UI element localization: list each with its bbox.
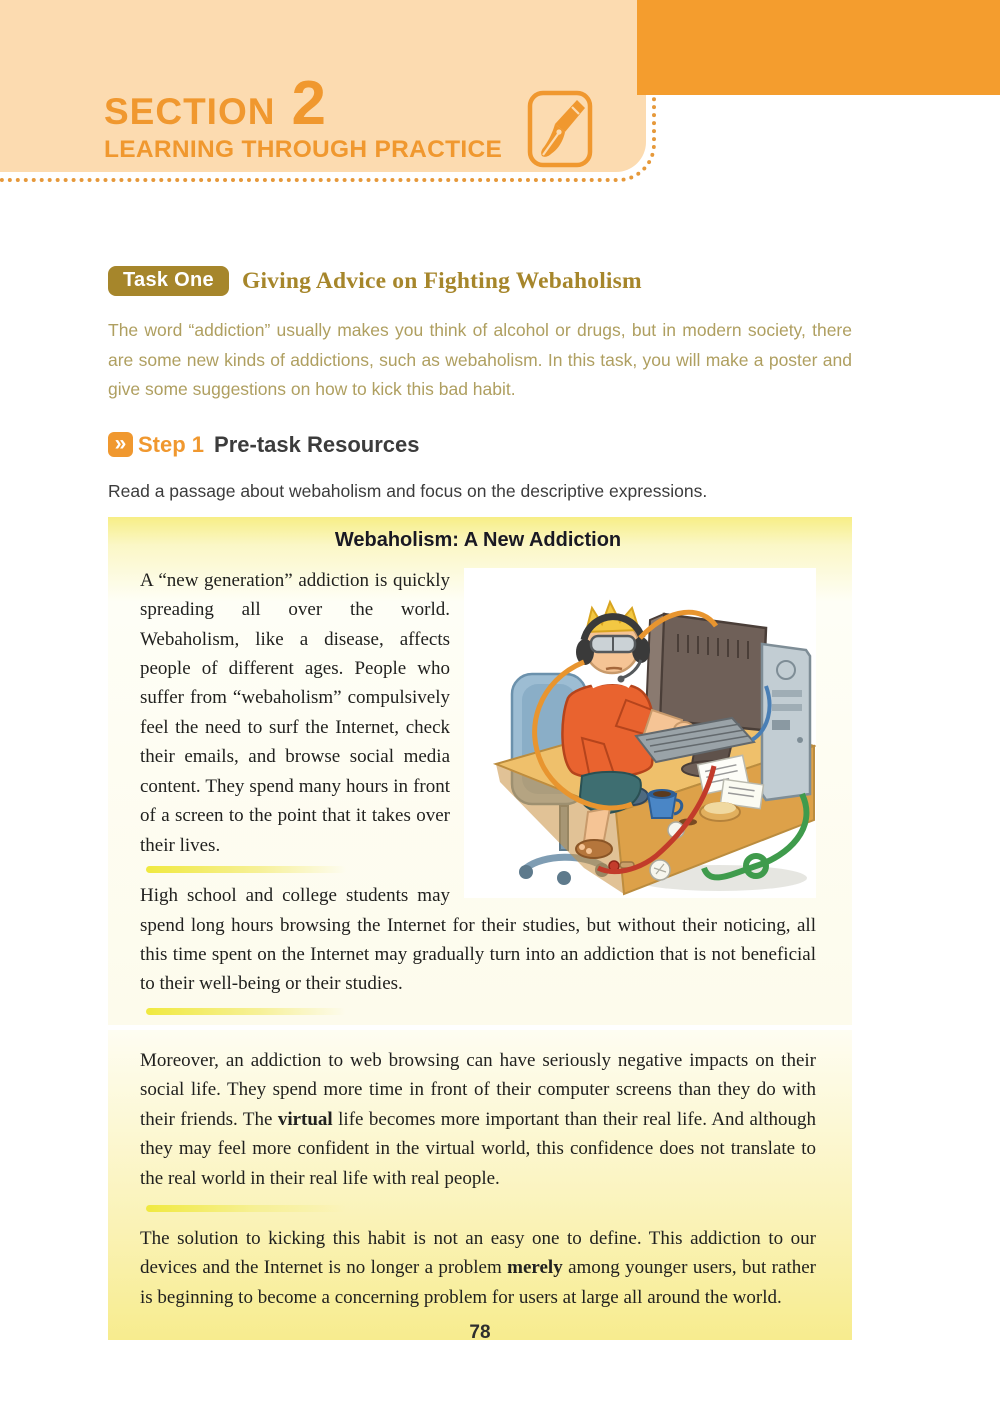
step-header <box>108 432 852 458</box>
passage-box-top <box>108 517 852 1025</box>
task-badge: Task One <box>108 266 229 296</box>
section-label: SECTION <box>104 91 276 132</box>
passage-title: Webaholism: A New Addiction <box>334 528 622 551</box>
passage-paragraph: Moreover, an addiction to web browsing can have seriously negative impacts on their social life. They spend more time in front of their computer screens than they do with their friends. The virtual life becomes more important than their real life. And although they may feel more confident in the virtual world, this confidence does not translate to the real world in their real life with real people. <box>140 1049 816 1189</box>
highlight-stroke <box>146 1205 346 1212</box>
passage-paragraph: High school and college students may spend long hours browsing the Internet for their studies, but without their noticing, all this time spent on the Internet may gradually turn into an addiction that is not beneficial to their well-being or their studies. <box>140 885 816 995</box>
webaholic-illustration <box>464 568 816 898</box>
pen-icon <box>527 90 593 173</box>
section-subtitle: LEARNING THROUGH PRACTICE <box>104 136 503 163</box>
page-content <box>108 266 852 1340</box>
highlight-stroke <box>146 866 346 873</box>
step-title: Pre-task Resources <box>214 431 420 457</box>
step-instruction: Read a passage about webaholism and focus on the descriptive expressions. <box>108 480 708 501</box>
task-title: Giving Advice on Fighting Webaholism <box>241 267 642 294</box>
task-header <box>108 266 852 296</box>
passage-box <box>108 517 852 1341</box>
header-orange-block <box>637 0 1000 95</box>
passage-paragraph: The solution to kicking this habit is not an easy one to define. This addiction to our devices and the Internet is no longer a problem merely among younger users, but rather is beginning to become a concerning problem for users at large all around the world. <box>140 1228 816 1308</box>
task-intro: The word “addiction” usually makes you think of alcohol or drugs, but in modern society, there are some new kinds of addictions, such as webaholism. In this task, you will make a poster and give some suggestions on how to kick this bad habit. <box>108 320 852 400</box>
highlight-stroke <box>146 1008 346 1015</box>
step-label: Step 1 <box>138 431 205 457</box>
section-number: 2 <box>291 69 326 138</box>
passage-paragraph: A “new generation” addiction is quickly spreading all over the world. Webaholism, like a disease, affects people of different ages. People who suffer from “webaholism” compulsively feel the need to surf the Internet, check their emails, and browse social media content. They spend many hours in front of a screen to the point that it takes over their lives. <box>140 569 450 856</box>
section-heading <box>104 69 503 163</box>
page-number: 78 <box>469 1322 491 1343</box>
passage-box-bottom <box>108 1030 852 1341</box>
double-chevron-icon: » <box>108 432 133 457</box>
